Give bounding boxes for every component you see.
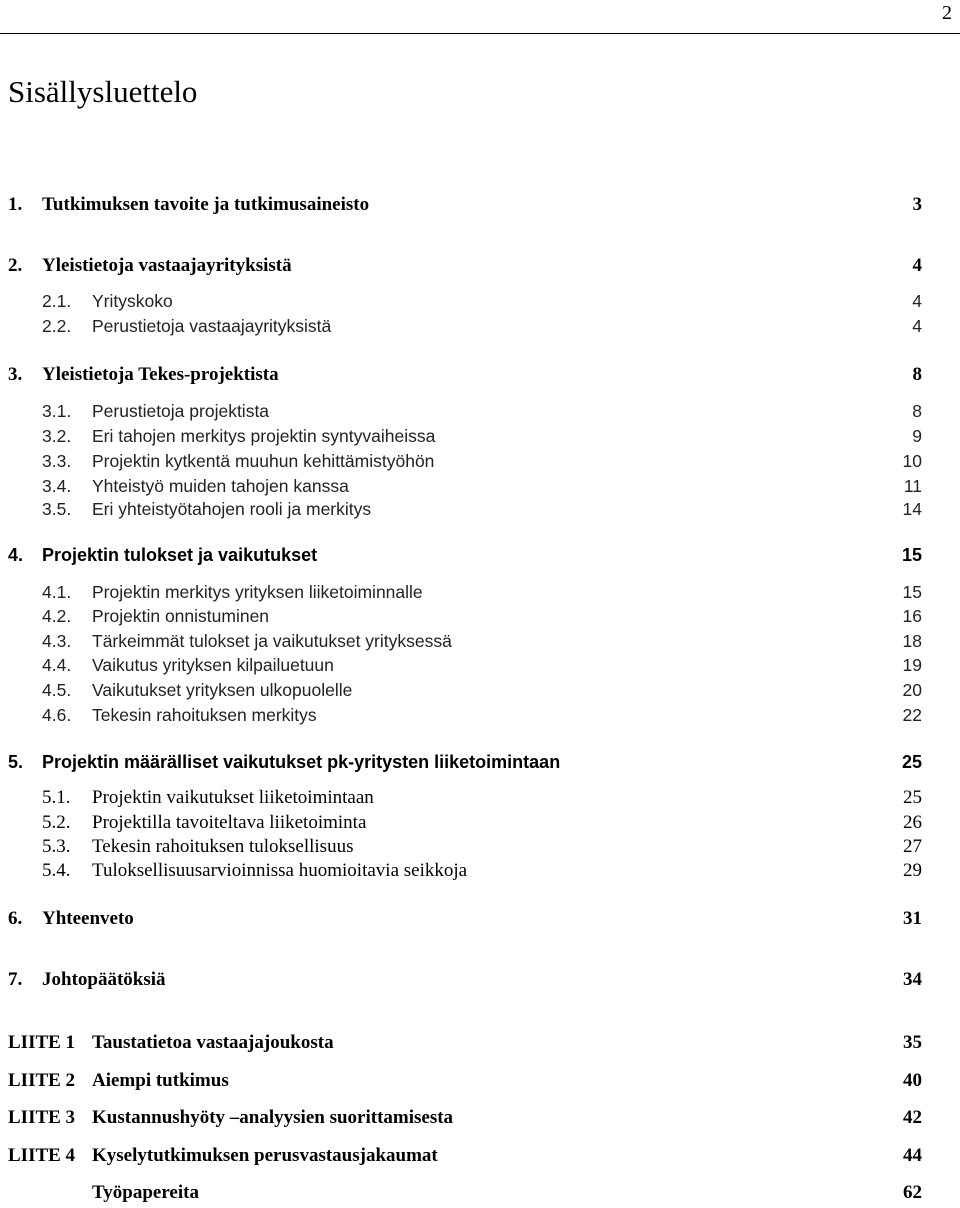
toc-entry-number: 7. (8, 969, 23, 990)
toc-entry-number: 3.4. (42, 476, 72, 496)
toc-entry-title: Perustietoja projektista (92, 401, 270, 421)
toc-entry-page: 11 (903, 476, 922, 496)
page-number: 2 (942, 2, 952, 24)
toc-entry-title: Tekesin rahoituksen tuloksellisuus (92, 836, 354, 857)
toc-entry-5-4[interactable] (0, 859, 960, 883)
toc-entry-page: 4 (912, 316, 922, 336)
toc-entry-number: 5.2. (42, 812, 71, 833)
toc-entry-1[interactable] (0, 193, 960, 217)
toc-entry-number: 4.4. (42, 655, 72, 675)
toc-entry-page: 9 (912, 426, 922, 446)
toc-entry-title: Yleistietoja Tekes-projektista (42, 364, 279, 385)
toc-entry-5[interactable] (0, 750, 960, 774)
toc-entry-page: 8 (912, 364, 922, 385)
toc-entry-page: 15 (902, 582, 922, 602)
toc-entry-page: 40 (903, 1070, 922, 1091)
toc-entry-page: 8 (912, 401, 922, 421)
toc-entry-title: Vaikutukset yrityksen ulkopuolelle (92, 680, 353, 700)
toc-entry-page: 14 (902, 499, 922, 519)
toc-entry-number: 5.3. (42, 836, 71, 857)
toc-entry-title: Aiempi tutkimus (92, 1070, 229, 1091)
toc-entry-title: Tutkimuksen tavoite ja tutkimusaineisto (42, 194, 370, 215)
toc-entry-title: Kustannushyöty –analyysien suorittamisesta (92, 1107, 454, 1128)
toc-entry-number: LIITE 2 (8, 1070, 76, 1091)
toc-entry-number: 3.2. (42, 426, 72, 446)
toc-entry-number: 4.3. (42, 631, 72, 651)
toc-working-papers[interactable] (0, 1181, 960, 1205)
toc-entry-5-2[interactable] (0, 811, 960, 835)
toc-entry-title: Projektin merkitys yrityksen liiketoiminnalle (92, 582, 423, 602)
toc-entry-number: 4.1. (42, 582, 72, 602)
toc-entry-page: 15 (901, 545, 922, 565)
toc-entry-title: Kyselytutkimuksen perusvastausjakaumat (92, 1145, 438, 1166)
toc-entry-number: 3.5. (42, 499, 72, 519)
toc-entry-4-6[interactable] (0, 703, 960, 727)
toc-entry-title: Tekesin rahoituksen merkitys (92, 705, 317, 725)
toc-entry-title: Johtopäätöksiä (42, 969, 166, 990)
toc-entry-number: 2.1. (42, 291, 72, 311)
toc-entry-title: Vaikutus yrityksen kilpailuetuun (92, 655, 334, 675)
toc-entry-5-1[interactable] (0, 786, 960, 810)
toc-entry-page: 3 (912, 194, 922, 215)
toc-entry-page: 35 (903, 1032, 922, 1053)
toc-entry-4[interactable] (0, 543, 960, 567)
toc-entry-number: 6. (8, 908, 23, 929)
toc-appendix-1[interactable] (0, 1031, 960, 1055)
toc-entry-3[interactable] (0, 363, 960, 387)
toc-entry-number: 3.1. (42, 401, 72, 421)
toc-entry-page: 31 (903, 908, 922, 929)
toc-entry-3-4[interactable] (0, 474, 960, 498)
toc-entry-page: 34 (903, 969, 922, 990)
toc-entry-title: Yrityskoko (92, 291, 173, 311)
toc-entry-number: 4.2. (42, 606, 72, 626)
toc-entry-page: 10 (902, 451, 922, 471)
toc-entry-title: Projektin kytkentä muuhun kehittämistyöhön (92, 451, 435, 471)
toc-entry-number: 5.1. (42, 787, 71, 808)
toc-entry-page: 25 (901, 752, 922, 772)
toc-entry-number: 2.2. (42, 316, 72, 336)
toc-entry-page: 4 (912, 291, 922, 311)
page-title: Sisällysluettelo (8, 74, 198, 109)
toc-entry-number: 3.3. (42, 451, 72, 471)
toc-entry-number: 4. (8, 545, 24, 565)
toc-entry-page: 4 (912, 255, 922, 276)
toc-entry-6[interactable] (0, 907, 960, 931)
toc-entry-title: Projektin vaikutukset liiketoimintaan (92, 787, 374, 808)
toc-entry-5-3[interactable] (0, 835, 960, 859)
toc-appendix-2[interactable] (0, 1069, 960, 1093)
toc-entry-3-2[interactable] (0, 424, 960, 448)
toc-entry-page: 42 (903, 1107, 922, 1128)
toc-entry-title: Eri tahojen merkitys projektin syntyvaiheissa (92, 426, 436, 446)
toc-entry-2-2[interactable] (0, 314, 960, 338)
toc-entry-title: Yhteistyö muiden tahojen kanssa (92, 476, 349, 496)
toc-entry-3-1[interactable] (0, 399, 960, 423)
toc-entry-number: 4.5. (42, 680, 72, 700)
toc-entry-number: 5. (8, 752, 24, 772)
toc-entry-page: 22 (902, 705, 922, 725)
toc-entry-title: Yhteenveto (42, 908, 134, 929)
toc-entry-4-1[interactable] (0, 580, 960, 604)
toc-entry-7[interactable] (0, 968, 960, 992)
toc-entry-page: 25 (903, 787, 922, 808)
toc-entry-page: 16 (902, 606, 922, 626)
toc-entry-page: 27 (903, 836, 922, 857)
toc-entry-4-4[interactable] (0, 653, 960, 677)
toc-entry-title: Taustatietoa vastaajajoukosta (92, 1032, 334, 1053)
toc-entry-page: 20 (902, 680, 922, 700)
toc-entry-3-5[interactable] (0, 497, 960, 521)
toc-entry-2[interactable] (0, 254, 960, 278)
toc-entry-title: Tuloksellisuusarvioinnissa huomioitavia seikkoja (92, 860, 468, 881)
toc-entry-title: Projektin onnistuminen (92, 606, 270, 626)
toc-entry-number: 2. (8, 255, 23, 276)
header-rule (0, 33, 960, 34)
toc-entry-page: 62 (903, 1182, 922, 1203)
toc-entry-4-5[interactable] (0, 678, 960, 702)
toc-entry-title: Yleistietoja vastaajayrityksistä (42, 255, 292, 276)
toc-entry-page: 44 (903, 1145, 922, 1166)
toc-entry-page: 19 (902, 655, 922, 675)
toc-entry-page: 26 (903, 812, 922, 833)
toc-entry-title: Perustietoja vastaajayrityksistä (92, 316, 332, 336)
toc-entry-page: 18 (902, 631, 922, 651)
toc-entry-number: 1. (8, 194, 23, 215)
toc-entry-title: Projektin määrälliset vaikutukset pk-yritysten liiketoimintaan (42, 752, 561, 772)
toc-entry-title: Työpapereita (92, 1182, 199, 1203)
toc-appendix-3[interactable] (0, 1106, 960, 1130)
toc-entry-number: LIITE 4 (8, 1145, 76, 1166)
toc-entry-3-3[interactable] (0, 449, 960, 473)
toc-entry-number: 4.6. (42, 705, 72, 725)
toc-entry-number: 5.4. (42, 860, 71, 881)
toc-entry-4-3[interactable] (0, 629, 960, 653)
toc-entry-number: LIITE 3 (8, 1107, 76, 1128)
toc-entry-title: Projektin tulokset ja vaikutukset (42, 545, 318, 565)
toc-entry-4-2[interactable] (0, 604, 960, 628)
toc-entry-title: Tärkeimmät tulokset ja vaikutukset yrityksessä (92, 631, 452, 651)
toc-entry-number: 3. (8, 364, 23, 385)
toc-entry-title: Eri yhteistyötahojen rooli ja merkitys (92, 499, 372, 519)
toc-entry-title: Projektilla tavoiteltava liiketoiminta (92, 812, 367, 833)
toc-entry-2-1[interactable] (0, 289, 960, 313)
toc-entry-number: LIITE 1 (8, 1032, 76, 1053)
toc-entry-page: 29 (903, 860, 922, 881)
toc-appendix-4[interactable] (0, 1144, 960, 1168)
